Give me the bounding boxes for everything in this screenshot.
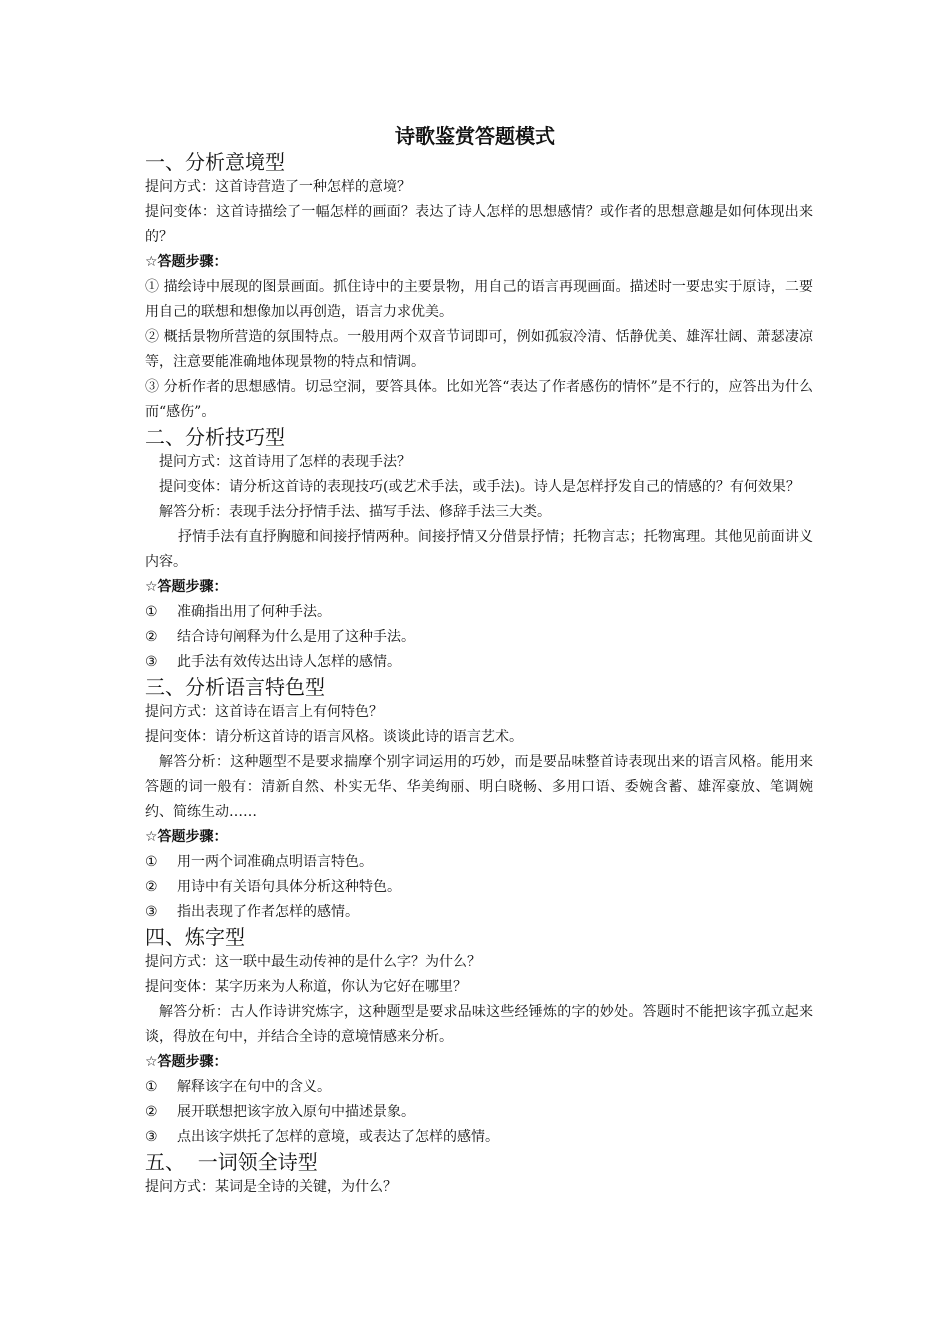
analysis-line: 解答分析：这种题型不是要求揣摩个别字词运用的巧妙，而是要品味整首诗表现出来的语言风格。能用来答题的词一般有：清新自然、朴实无华、华美绚丽、明白晓畅、多用口语、委婉含蓄、雄浑豪放、笔调婉约、简练生动…… xyxy=(145,754,813,820)
step-item xyxy=(145,1075,813,1100)
step-item xyxy=(145,1100,813,1125)
step-text: 此手法有效传达出诗人怎样的感情。 xyxy=(177,654,401,670)
step-text: 结合诗句阐释为什么是用了这种手法。 xyxy=(177,629,415,645)
step-text: 指出表现了作者怎样的感情。 xyxy=(177,904,359,920)
step-item xyxy=(145,900,813,925)
step-item xyxy=(145,650,813,675)
step-item xyxy=(145,1125,813,1150)
variant-line: 提问变体：请分析这首诗的表现技巧(或艺术手法，或手法)。诗人是怎样抒发自己的情感的？有何效果？ xyxy=(159,479,800,495)
steps-label: ☆答题步骤： xyxy=(145,254,228,270)
section-heading: 一、分析意境型 xyxy=(145,150,285,174)
step-text: 用一两个词准确点明语言特色。 xyxy=(177,854,373,870)
question-line: 提问方式：这首诗在语言上有何特色？ xyxy=(145,704,383,720)
step-number: ③ xyxy=(145,1129,158,1145)
step-text: 展开联想把该字放入原句中描述景象。 xyxy=(177,1104,415,1120)
steps-label: ☆答题步骤： xyxy=(145,829,228,845)
steps-label: ☆答题步骤： xyxy=(145,579,228,595)
step-item xyxy=(145,625,813,650)
step-text: 用诗中有关语句具体分析这种特色。 xyxy=(177,879,401,895)
step-text: 准确指出用了何种手法。 xyxy=(177,604,331,620)
step-item: ① 描绘诗中展现的图景画面。抓住诗中的主要景物，用自己的语言再现画面。描述时一要忠实于原诗，二要用自己的联想和想像加以再创造，语言力求优美。 xyxy=(145,279,813,320)
step-item: ② 概括景物所营造的氛围特点。一般用两个双音节词即可，例如孤寂冷清、恬静优美、雄浑壮阔、萧瑟凄凉等，注意要能准确地体现景物的特点和情调。 xyxy=(145,329,813,370)
step-number: ③ xyxy=(145,904,158,920)
question-line: 提问方式：这首诗用了怎样的表现手法？ xyxy=(159,454,411,470)
step-text: 解释该字在句中的含义。 xyxy=(177,1079,331,1095)
step-number: ① xyxy=(145,604,158,620)
section-word-refining xyxy=(145,925,813,1150)
step-item xyxy=(145,600,813,625)
section-heading: 五、 一词领全诗型 xyxy=(145,1150,318,1174)
step-text: 点出该字烘托了怎样的意境，或表达了怎样的感情。 xyxy=(177,1129,499,1145)
document-body xyxy=(145,150,813,1200)
steps-label: ☆答题步骤： xyxy=(145,1054,228,1070)
section-artistic-conception xyxy=(145,150,813,425)
step-item xyxy=(145,850,813,875)
step-item: ③ 分析作者的思想感情。切忌空洞，要答具体。比如光答“表达了作者感伤的情怀”是不行的，应答出为什么而“感伤”。 xyxy=(145,379,813,420)
question-line: 提问方式：某词是全诗的关键，为什么？ xyxy=(145,1179,397,1195)
step-number: ① xyxy=(145,854,158,870)
section-key-word xyxy=(145,1150,813,1200)
analysis-line: 解答分析：表现手法分抒情手法、描写手法、修辞手法三大类。 xyxy=(159,504,551,520)
step-number: ② xyxy=(145,1104,158,1120)
section-heading: 二、分析技巧型 xyxy=(145,425,285,449)
question-line: 提问方式：这首诗营造了一种怎样的意境？ xyxy=(145,179,411,195)
section-heading: 四、炼字型 xyxy=(145,925,245,949)
analysis-line: 解答分析：古人作诗讲究炼字，这种题型是要求品味这些经锤炼的字的妙处。答题时不能把该字孤立起来谈，得放在句中，并结合全诗的意境情感来分析。 xyxy=(145,1004,813,1045)
page-title: 诗歌鉴赏答题模式 xyxy=(395,124,555,148)
section-heading: 三、分析语言特色型 xyxy=(145,675,325,699)
step-number: ② xyxy=(145,879,158,895)
variant-line: 提问变体：这首诗描绘了一幅怎样的画面？表达了诗人怎样的思想感情？或作者的思想意趣是如何体现出来的？ xyxy=(145,204,813,245)
analysis-line: 抒情手法有直抒胸臆和间接抒情两种。间接抒情又分借景抒情；托物言志；托物寓理。其他见前面讲义内容。 xyxy=(145,529,813,570)
step-item xyxy=(145,875,813,900)
variant-line: 提问变体：请分析这首诗的语言风格。谈谈此诗的语言艺术。 xyxy=(145,729,523,745)
section-technique xyxy=(145,425,813,675)
variant-line: 提问变体：某字历来为人称道，你认为它好在哪里？ xyxy=(145,979,467,995)
question-line: 提问方式：这一联中最生动传神的是什么字？为什么？ xyxy=(145,954,481,970)
section-language-style xyxy=(145,675,813,925)
step-number: ② xyxy=(145,629,158,645)
step-number: ③ xyxy=(145,654,158,670)
step-number: ① xyxy=(145,1079,158,1095)
